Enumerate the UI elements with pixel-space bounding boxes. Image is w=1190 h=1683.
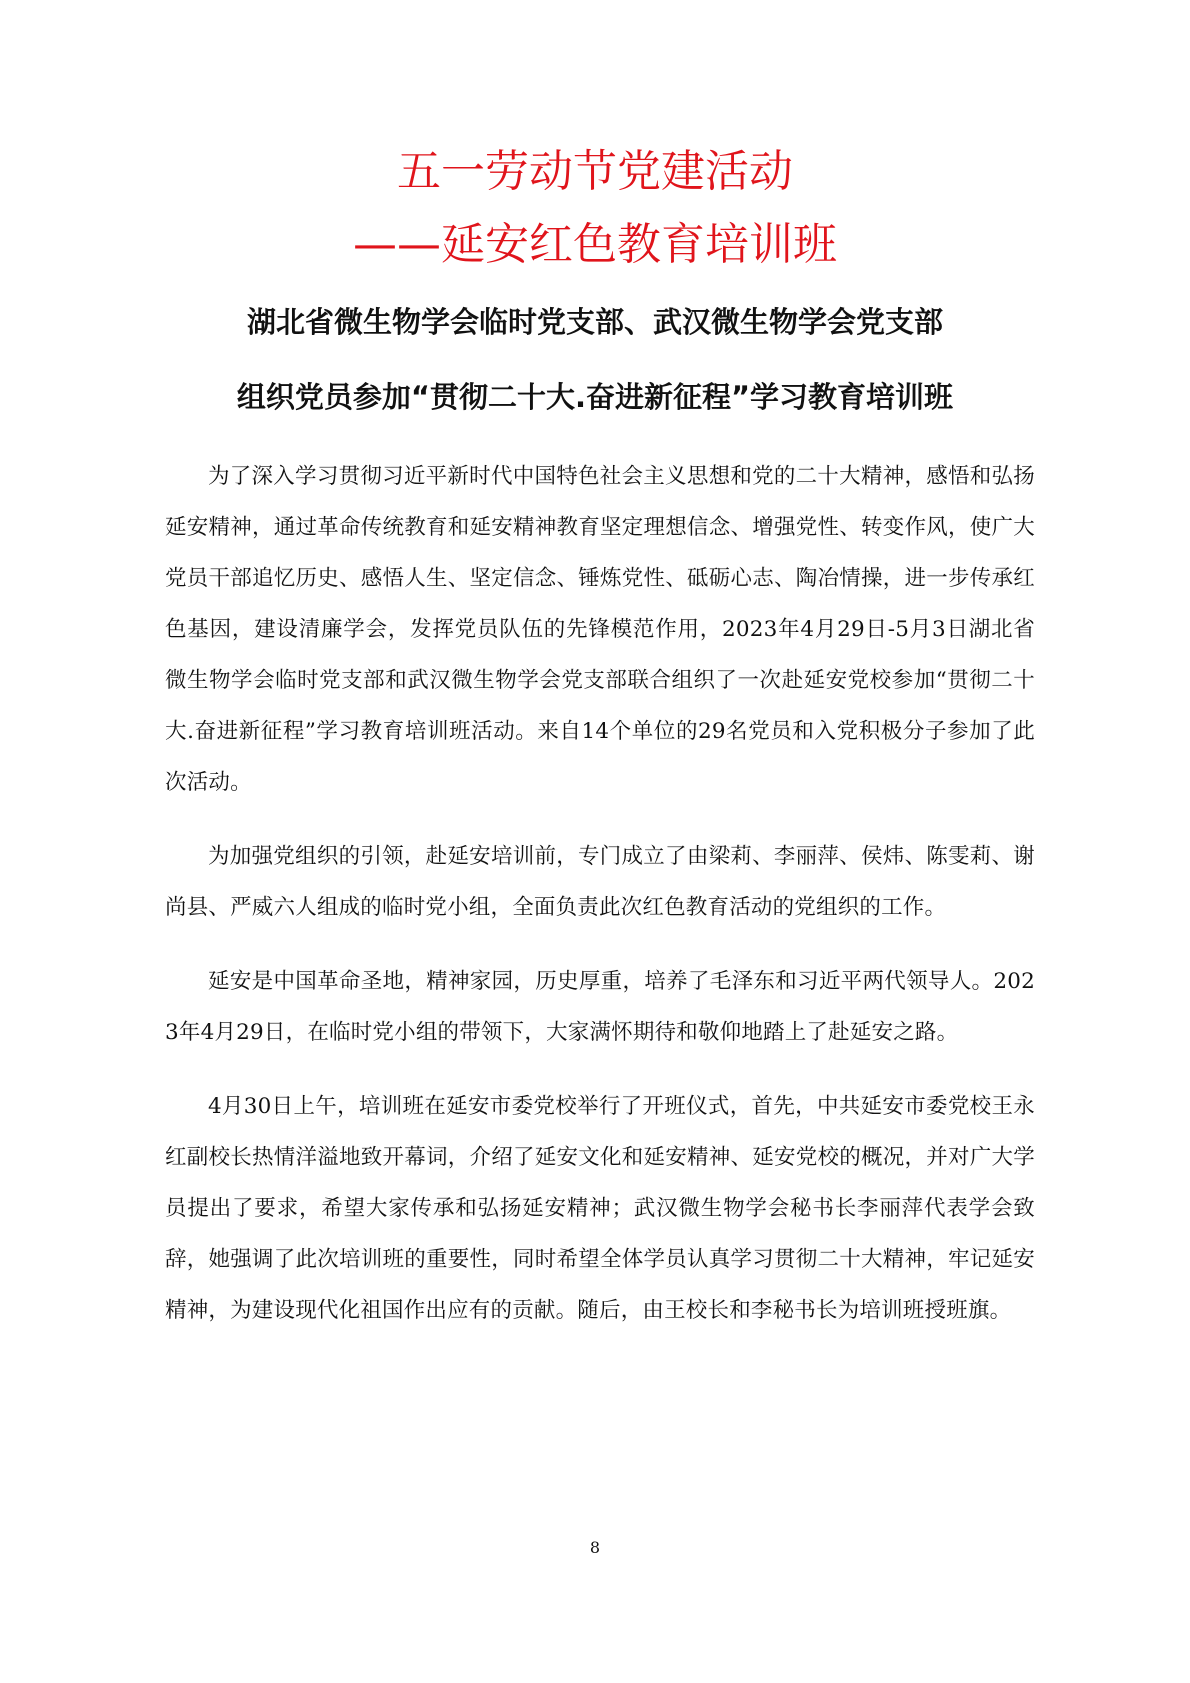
- paragraph: 4月30日上午，培训班在延安市委党校举行了开班仪式，首先，中共延安市委党校王永红副校长热情洋溢地致开幕词，介绍了延安文化和延安精神、延安党校的概况，并对广大学员提出了要求，希望大家传承和弘扬延安精神；武汉微生物学会秘书长李丽萍代表学会致辞，她强调了此次培训班的重要性，同时希望全体学员认真学习贯彻二十大精神，牢记延安精神，为建设现代化祖国作出应有的贡献。随后，由王校长和李秘书长为培训班授班旗。: [165, 1094, 1035, 1323]
- paragraph: 为了深入学习贯彻习近平新时代中国特色社会主义思想和党的二十大精神，感悟和弘扬延安精神，通过革命传统教育和延安精神教育坚定理想信念、增强党性、转变作风，使广大党员干部追忆历史、感悟人生、坚定信念、锤炼党性、砥砺心志、陶冶情操，进一步传承红色基因，建设清廉学会，发挥党员队伍的先锋模范作用，2023年4月29日-5月3日湖北省微生物学会临时党支部和武汉微生物学会党支部联合组织了一次赴延安党校参加“贯彻二十大.奋进新征程”学习教育培训班活动。来自14个单位的29名党员和入党积极分子参加了此次活动。: [165, 464, 1035, 795]
- paragraph: 为加强党组织的引领，赴延安培训前，专门成立了由梁莉、李丽萍、侯炜、陈雯莉、谢尚县、严威六人组成的临时党小组，全面负责此次红色教育活动的党组织的工作。: [165, 844, 1035, 920]
- page-title: 五一劳动节党建活动: [397, 146, 793, 197]
- page-subtitle: 湖北省微生物学会临时党支部、武汉微生物学会党支部: [246, 305, 943, 339]
- page-number: 8: [589, 1538, 601, 1557]
- page-subtitle-line-2: 组织党员参加“贯彻二十大.奋进新征程”学习教育培训班: [236, 380, 954, 414]
- page-title-line-2: ——延安红色教育培训班: [353, 219, 837, 270]
- paragraph: 延安是中国革命圣地，精神家园，历史厚重，培养了毛泽东和习近平两代领导人。2023年4月29日，在临时党小组的带领下，大家满怀期待和敬仰地踏上了赴延安之路。: [165, 969, 1035, 1045]
- document-body: [165, 451, 1035, 1359]
